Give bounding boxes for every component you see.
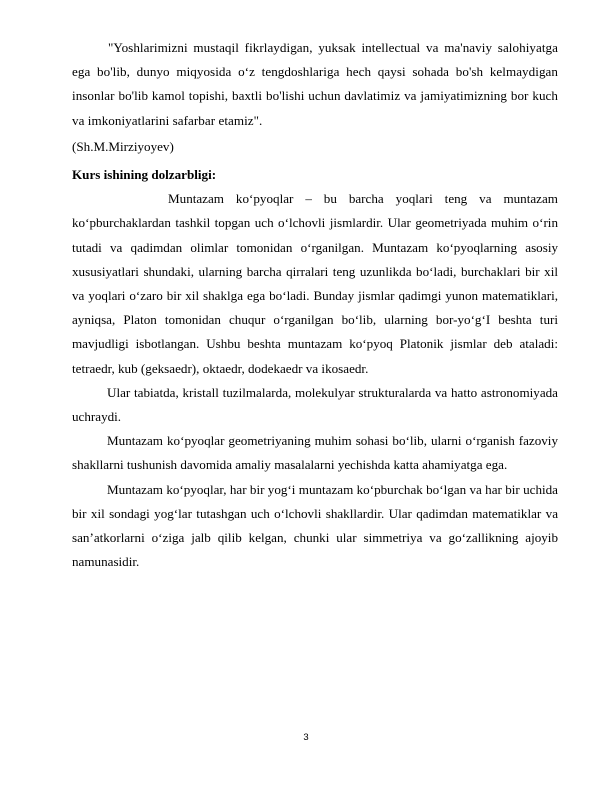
section-heading: Kurs ishining dolzarbligi: bbox=[72, 167, 217, 183]
body-paragraph: Muntazam ko‘pyoqlar – bu barcha yoqlari teng va muntazam ko‘pburchaklardan tashkil topgan uch o‘lchovli jismlardir. Ular geometriyada muhim o‘rin tutadi va qadimdan olimlar tomonidan o‘rganilgan. Muntazam ko‘pyoqlarning asosiy xususiyatlari shundaki, ularning barcha qirralari teng uzunlikda bo‘ladi, burchaklari bir xil va yoqlari o‘zaro bir xil shaklga ega bo‘ladi. Bunday jismlar qadimgi yunon matematiklari, ayniqsa, Platon tomonidan chuqur o‘rganilgan bo‘lib, ularning bor-yo‘g‘I beshta turi mavjudligi isbotlangan. Ushbu beshta muntazam ko‘pyoq Platonik jismlar deb ataladi: tetraedr, kub (geksaedr), oktaedr, dodekaedr va ikosaedr. bbox=[72, 191, 558, 376]
document-page bbox=[72, 36, 558, 574]
page-number: 3 bbox=[303, 732, 309, 743]
body-paragraph: Muntazam ko‘pyoqlar geometriyaning muhim sohasi bo‘lib, ularni o‘rganish fazoviy shakllarni tushunish davomida amaliy masalalarni yechishda katta ahamiyatga ega. bbox=[72, 433, 558, 473]
body-paragraph: Ular tabiatda, kristall tuzilmalarda, molekulyar strukturalarda va hatto astronomiyada uchraydi. bbox=[72, 384, 558, 425]
epigraph-quote: "Yoshlarimizni mustaqil fikrlaydigan, yuksak intellectual va ma'naviy salohiyatga ega bo'lib, dunyo miqyosida o‘z tengdoshlariga hech qaysi sohada bo'sh kelmaydigan insonlar bo'lib kamol topishi, baxtli bo'lishi uchun davlatimiz va jamiyatimizning bor kuch va imkoniyatlarini safarbar etamiz". bbox=[72, 40, 558, 128]
body-paragraph: Muntazam koʻpyoqlar, har bir yogʻi muntazam koʻpburchak boʻlgan va har bir uchida bir xil sondagi yogʻlar tutashgan uch oʻlchovli shakllardir. Ular qadimdan matematiklar va sanʼatkorlarni oʻziga jalb qilib kelgan, chunki ular simmetriya va goʻzallikning ajoyib namunasidir. bbox=[72, 481, 558, 570]
epigraph-attribution: (Sh.M.Mirziyoyev) bbox=[72, 138, 174, 154]
